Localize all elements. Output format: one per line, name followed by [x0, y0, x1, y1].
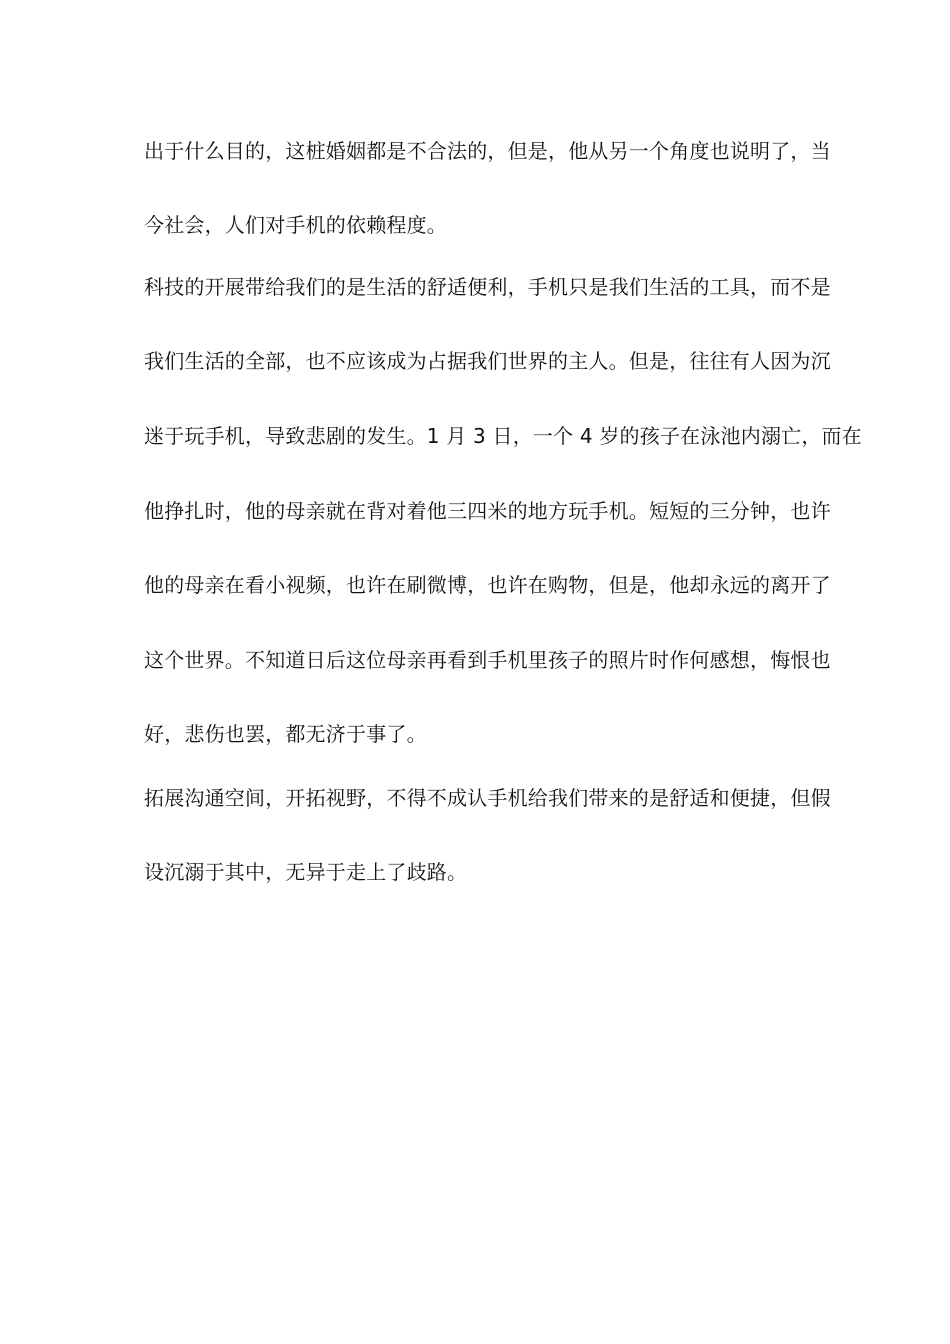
- text-line: 出于什么目的，这桩婚姻都是不合法的，但是，他从另一个角度也说明了，当: [144, 139, 831, 163]
- text-line: 设沉溺于其中，无异于走上了歧路。: [144, 860, 468, 884]
- text-line: 拓展沟通空间，开拓视野，不得不成认手机给我们带来的是舒适和便捷，但假: [144, 786, 831, 810]
- text-line: 好，悲伤也罢，都无济于事了。: [144, 722, 427, 746]
- text-line: 他挣扎时，他的母亲就在背对着他三四米的地方玩手机。短短的三分钟，也许: [144, 499, 831, 523]
- text-line: 今社会，人们对手机的依赖程度。: [144, 213, 447, 237]
- text-line: 我们生活的全部，也不应该成为占据我们世界的主人。但是，往往有人因为沉: [144, 349, 831, 373]
- text-line: 迷于玩手机，导致悲剧的发生。1 月 3 日，一个 4 岁的孩子在泳池内溺亡，而在: [144, 424, 862, 448]
- text-line: 这个世界。不知道日后这位母亲再看到手机里孩子的照片时作何感想，悔恨也: [144, 648, 831, 672]
- text-line: 他的母亲在看小视频，也许在刷微博，也许在购物，但是，他却永远的离开了: [144, 573, 831, 597]
- text-line: 科技的开展带给我们的是生活的舒适便利，手机只是我们生活的工具，而不是: [144, 275, 831, 299]
